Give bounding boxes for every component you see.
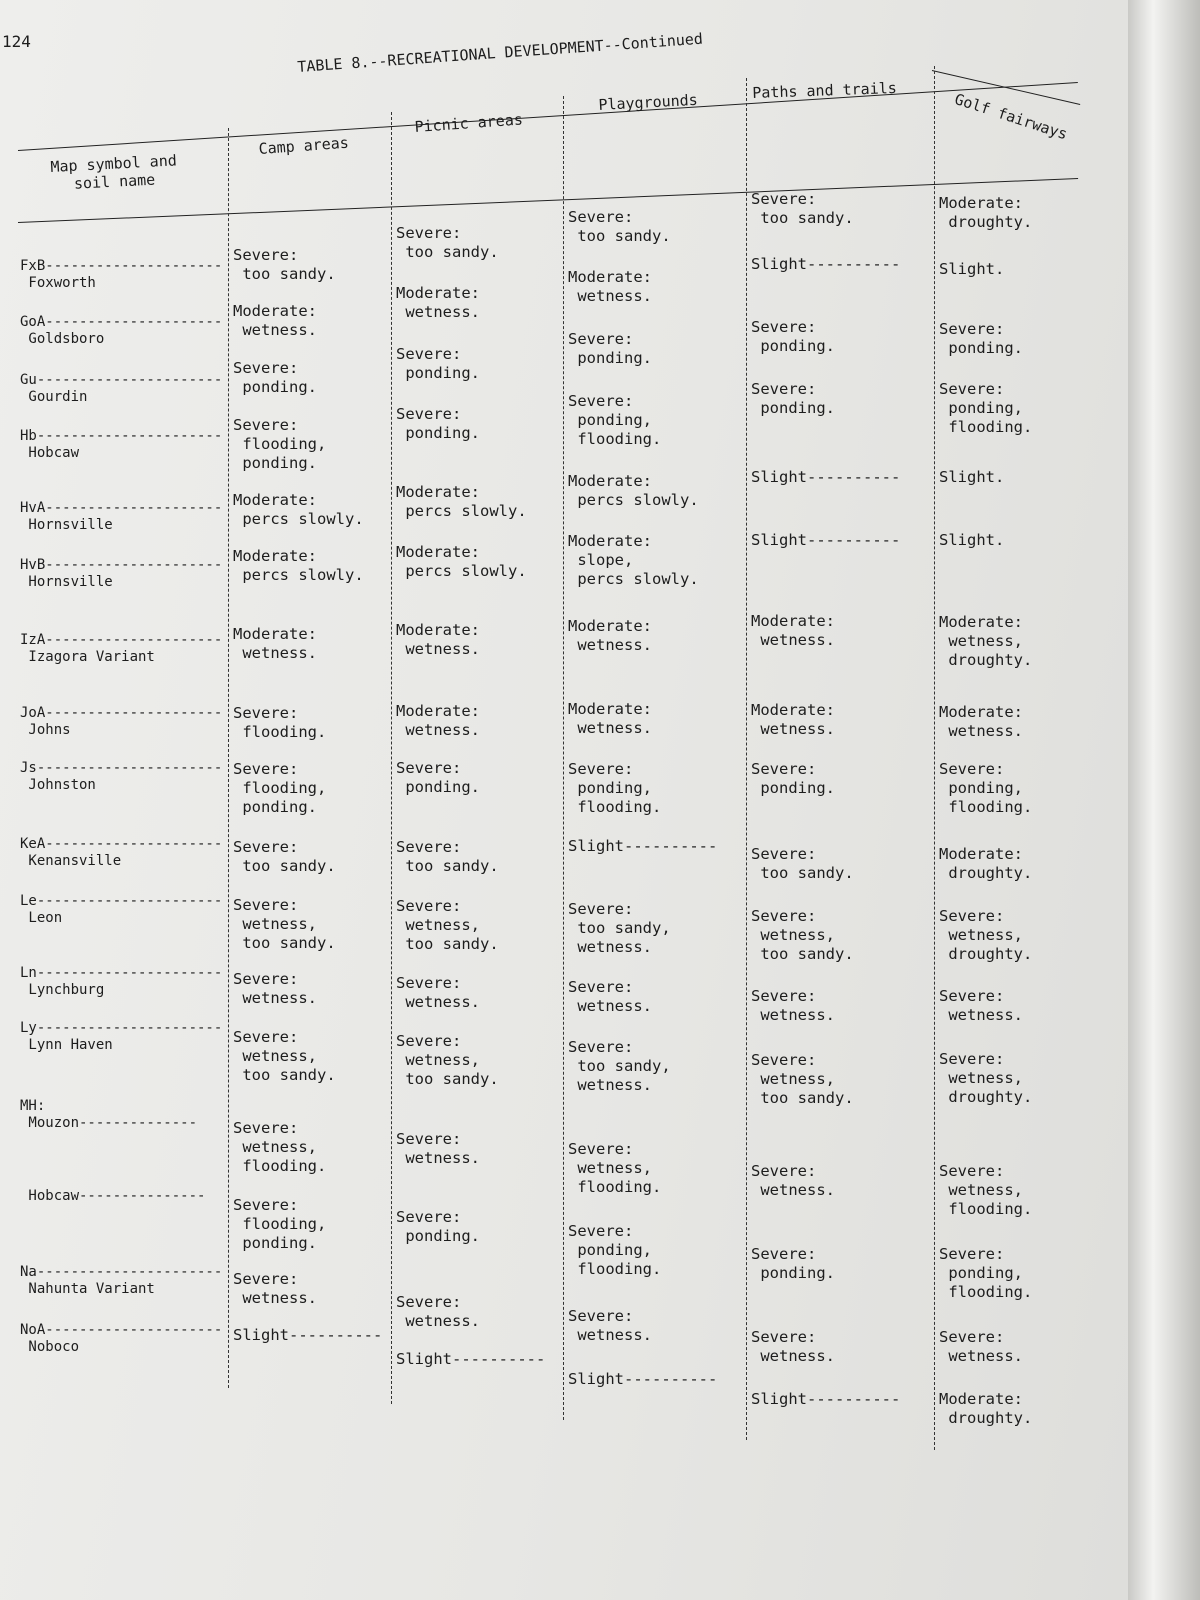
rating-paths: Severe: too sandy. bbox=[751, 190, 854, 227]
rating-golf: Moderate: wetness. bbox=[939, 703, 1023, 740]
soil-map-symbol: KeA--------------------- Kenansville bbox=[20, 836, 223, 869]
rating-play: Severe: wetness, flooding. bbox=[568, 1140, 662, 1196]
rating-picnic: Slight---------- bbox=[396, 1350, 546, 1368]
rating-golf: Severe: ponding, flooding. bbox=[939, 1245, 1033, 1301]
rating-play: Moderate: wetness. bbox=[568, 617, 652, 654]
rating-play: Severe: too sandy. bbox=[568, 208, 671, 245]
rating-golf: Moderate: droughty. bbox=[939, 194, 1033, 231]
rating-paths: Moderate: wetness. bbox=[751, 612, 835, 649]
rating-camp: Severe: flooding. bbox=[233, 704, 327, 741]
rating-paths: Slight---------- bbox=[751, 468, 901, 486]
rating-picnic: Moderate: wetness. bbox=[396, 702, 480, 739]
rating-play: Severe: wetness. bbox=[568, 1307, 652, 1344]
rating-play: Slight---------- bbox=[568, 837, 718, 855]
rating-picnic: Severe: ponding. bbox=[396, 1208, 480, 1245]
column-divider bbox=[228, 128, 229, 1388]
rating-picnic: Severe: too sandy. bbox=[396, 838, 499, 875]
rating-camp: Severe: flooding, ponding. bbox=[233, 416, 327, 472]
rating-picnic: Severe: wetness, too sandy. bbox=[396, 897, 499, 953]
rating-camp: Severe: ponding. bbox=[233, 359, 317, 396]
rating-picnic: Moderate: percs slowly. bbox=[396, 543, 527, 580]
rating-camp: Severe: wetness, too sandy. bbox=[233, 896, 336, 952]
column-header-golf: Golf fairways bbox=[952, 90, 1070, 144]
rating-picnic: Severe: ponding. bbox=[396, 405, 480, 442]
rating-picnic: Severe: wetness, too sandy. bbox=[396, 1032, 499, 1088]
rating-paths: Slight---------- bbox=[751, 1390, 901, 1408]
column-divider bbox=[391, 112, 392, 1404]
rating-camp: Moderate: wetness. bbox=[233, 302, 317, 339]
rating-golf: Severe: wetness. bbox=[939, 987, 1023, 1024]
rating-play: Severe: too sandy, wetness. bbox=[568, 1038, 671, 1094]
soil-map-symbol: FxB--------------------- Foxworth bbox=[20, 258, 223, 291]
column-header-map-symbol: Map symbol and soil name bbox=[50, 151, 178, 193]
rating-paths: Severe: too sandy. bbox=[751, 845, 854, 882]
rating-camp: Moderate: percs slowly. bbox=[233, 491, 364, 528]
rating-camp: Slight---------- bbox=[233, 1326, 383, 1344]
column-header-camp: Camp areas bbox=[258, 133, 350, 158]
rating-camp: Severe: wetness. bbox=[233, 1270, 317, 1307]
soil-map-symbol: JoA--------------------- Johns bbox=[20, 705, 223, 738]
rating-play: Slight---------- bbox=[568, 1370, 718, 1388]
soil-map-symbol: Ln---------------------- Lynchburg bbox=[20, 965, 223, 998]
rating-golf: Moderate: droughty. bbox=[939, 845, 1033, 882]
rating-camp: Moderate: wetness. bbox=[233, 625, 317, 662]
soil-map-symbol: HvB--------------------- Hornsville bbox=[20, 557, 223, 590]
rating-picnic: Severe: wetness. bbox=[396, 974, 480, 1011]
rating-paths: Slight---------- bbox=[751, 531, 901, 549]
rating-paths: Severe: ponding. bbox=[751, 1245, 835, 1282]
rating-golf: Slight. bbox=[939, 260, 1005, 278]
header-top-rule bbox=[18, 82, 1078, 151]
rating-golf: Slight. bbox=[939, 468, 1005, 486]
soil-map-symbol: GoA--------------------- Goldsboro bbox=[20, 314, 223, 347]
rating-paths: Severe: ponding. bbox=[751, 760, 835, 797]
column-divider bbox=[563, 96, 564, 1420]
column-header-picnic: Picnic areas bbox=[414, 110, 524, 136]
rating-paths: Severe: wetness, too sandy. bbox=[751, 1051, 854, 1107]
rating-golf: Moderate: droughty. bbox=[939, 1390, 1033, 1427]
rating-golf: Severe: wetness, flooding. bbox=[939, 1162, 1033, 1218]
column-header-play: Playgrounds bbox=[598, 90, 699, 114]
rating-play: Moderate: slope, percs slowly. bbox=[568, 532, 699, 588]
column-divider bbox=[934, 66, 935, 1450]
rating-camp: Severe: flooding, ponding. bbox=[233, 1196, 327, 1252]
rating-paths: Severe: wetness, too sandy. bbox=[751, 907, 854, 963]
rating-picnic: Moderate: wetness. bbox=[396, 621, 480, 658]
soil-map-symbol: Le---------------------- Leon bbox=[20, 893, 223, 926]
rating-paths: Slight---------- bbox=[751, 255, 901, 273]
soil-map-symbol: Js---------------------- Johnston bbox=[20, 760, 223, 793]
rating-paths: Severe: ponding. bbox=[751, 318, 835, 355]
soil-map-symbol: Ly---------------------- Lynn Haven bbox=[20, 1020, 223, 1053]
rating-paths: Severe: wetness. bbox=[751, 987, 835, 1024]
page-number: 124 bbox=[2, 32, 31, 51]
rating-camp: Severe: wetness, too sandy. bbox=[233, 1028, 336, 1084]
rating-camp: Severe: flooding, ponding. bbox=[233, 760, 327, 816]
rating-golf: Severe: wetness. bbox=[939, 1328, 1023, 1365]
column-divider bbox=[746, 78, 747, 1440]
rating-play: Severe: ponding. bbox=[568, 330, 652, 367]
rating-picnic: Severe: ponding. bbox=[396, 759, 480, 796]
rating-golf: Severe: ponding. bbox=[939, 320, 1023, 357]
rating-camp: Moderate: percs slowly. bbox=[233, 547, 364, 584]
rating-golf: Slight. bbox=[939, 531, 1005, 549]
rating-paths: Severe: ponding. bbox=[751, 380, 835, 417]
rating-picnic: Severe: too sandy. bbox=[396, 224, 499, 261]
table-title: TABLE 8.--RECREATIONAL DEVELOPMENT--Continued bbox=[296, 29, 704, 76]
rating-picnic: Severe: wetness. bbox=[396, 1293, 480, 1330]
soil-map-symbol: Gu---------------------- Gourdin bbox=[20, 372, 223, 405]
rating-paths: Severe: wetness. bbox=[751, 1328, 835, 1365]
column-header-paths: Paths and trails bbox=[752, 78, 898, 102]
rating-play: Severe: too sandy, wetness. bbox=[568, 900, 671, 956]
soil-map-symbol: Na---------------------- Nahunta Variant bbox=[20, 1264, 223, 1297]
rating-golf: Severe: wetness, droughty. bbox=[939, 1050, 1033, 1106]
rating-play: Severe: ponding, flooding. bbox=[568, 1222, 662, 1278]
rating-picnic: Severe: ponding. bbox=[396, 345, 480, 382]
rating-play: Severe: wetness. bbox=[568, 978, 652, 1015]
soil-map-symbol: Hb---------------------- Hobcaw bbox=[20, 428, 223, 461]
rating-camp: Severe: wetness, flooding. bbox=[233, 1119, 327, 1175]
rating-camp: Severe: too sandy. bbox=[233, 246, 336, 283]
rating-picnic: Moderate: wetness. bbox=[396, 284, 480, 321]
rating-golf: Moderate: wetness, droughty. bbox=[939, 613, 1033, 669]
rating-paths: Moderate: wetness. bbox=[751, 701, 835, 738]
soil-map-symbol: Hobcaw--------------- bbox=[20, 1188, 206, 1204]
rating-camp: Severe: too sandy. bbox=[233, 838, 336, 875]
soil-map-symbol: HvA--------------------- Hornsville bbox=[20, 500, 223, 533]
rating-play: Severe: ponding, flooding. bbox=[568, 760, 662, 816]
rating-picnic: Severe: wetness. bbox=[396, 1130, 480, 1167]
rating-picnic: Moderate: percs slowly. bbox=[396, 483, 527, 520]
soil-map-symbol: NoA--------------------- Noboco bbox=[20, 1322, 223, 1355]
soil-map-symbol: MH: Mouzon-------------- bbox=[20, 1098, 198, 1131]
rating-play: Moderate: percs slowly. bbox=[568, 472, 699, 509]
rating-golf: Severe: ponding, flooding. bbox=[939, 760, 1033, 816]
rating-play: Moderate: wetness. bbox=[568, 268, 652, 305]
rating-play: Severe: ponding, flooding. bbox=[568, 392, 662, 448]
rating-golf: Severe: ponding, flooding. bbox=[939, 380, 1033, 436]
rating-camp: Severe: wetness. bbox=[233, 970, 317, 1007]
rating-golf: Severe: wetness, droughty. bbox=[939, 907, 1033, 963]
page-edge bbox=[1128, 0, 1200, 1600]
rating-paths: Severe: wetness. bbox=[751, 1162, 835, 1199]
rating-play: Moderate: wetness. bbox=[568, 700, 652, 737]
soil-map-symbol: IzA--------------------- Izagora Variant bbox=[20, 632, 223, 665]
